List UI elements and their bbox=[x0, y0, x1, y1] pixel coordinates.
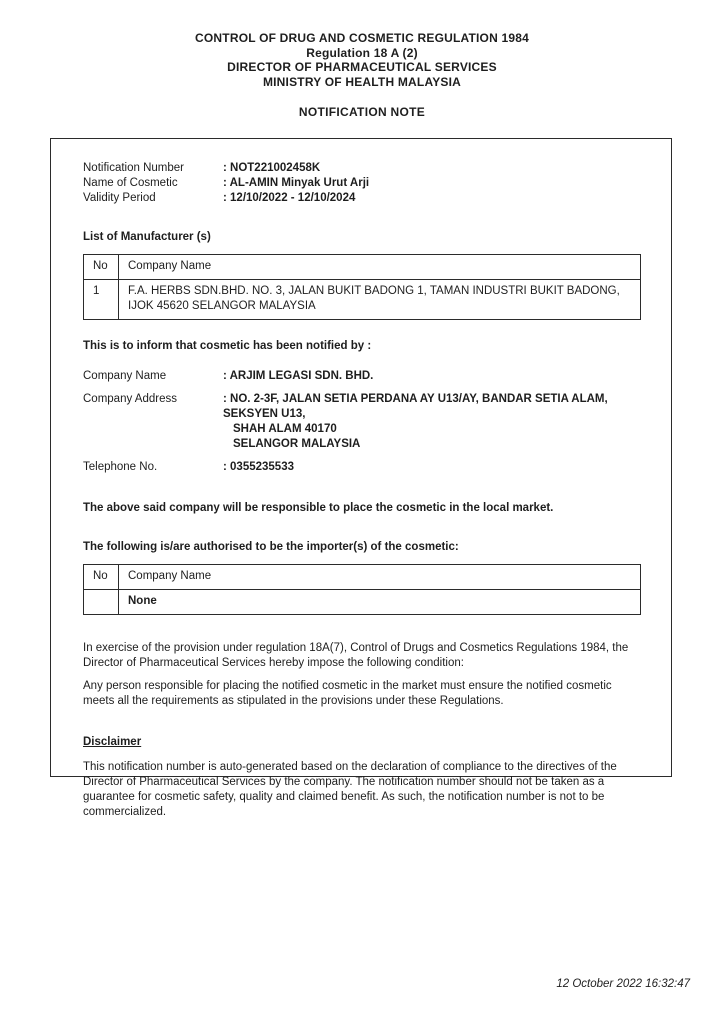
generation-timestamp: 12 October 2022 16:32:47 bbox=[556, 978, 690, 990]
notified-by-heading: This is to inform that cosmetic has been notified by : bbox=[83, 340, 372, 352]
header-line-ministry: MINISTRY OF HEALTH MALAYSIA bbox=[262, 74, 462, 89]
header-line-regulation-number: Regulation 18 A (2) bbox=[306, 45, 418, 60]
company-address-value bbox=[223, 392, 608, 452]
telephone-value: : 0355235533 bbox=[223, 461, 294, 473]
manufacturers-col-company: Company Name bbox=[119, 255, 641, 280]
validity-period-label: Validity Period bbox=[83, 192, 156, 204]
colon: : bbox=[223, 192, 231, 204]
importer-row-company: None bbox=[119, 590, 641, 615]
field-notification-number bbox=[83, 161, 641, 176]
field-telephone bbox=[83, 460, 641, 475]
disclaimer-text: This notification number is auto-generated based on the declaration of compliance to the directives of the Director of Pharmaceutical Services by the company. The notification number should not be taken as a guarantee for cosmetic safety, quality and claimed benefit. As such, the notification number is not to be commercialized. bbox=[83, 761, 617, 818]
company-address-label: Company Address bbox=[83, 393, 177, 405]
manufacturers-table-header-row bbox=[84, 255, 641, 280]
manufacturers-table bbox=[83, 254, 641, 320]
table-row bbox=[84, 280, 641, 320]
colon: : bbox=[223, 162, 231, 174]
notification-number-label: Notification Number bbox=[83, 162, 184, 174]
header-line-regulation: CONTROL OF DRUG AND COSMETIC REGULATION 1984 bbox=[195, 31, 529, 45]
validity-period-value: : 12/10/2022 - 12/10/2024 bbox=[223, 192, 356, 204]
manufacturer-row-company: F.A. HERBS SDN.BHD. NO. 3, JALAN BUKIT BADONG 1, TAMAN INDUSTRI BUKIT BADONG, IJOK 45620 SELANGOR MALAYSIA bbox=[119, 280, 641, 320]
table-row bbox=[84, 590, 641, 615]
colon: : bbox=[223, 461, 231, 473]
condition-paragraph-1: In exercise of the provision under regulation 18A(7), Control of Drugs and Cosmetics Regulations 1984, the Director of Pharmaceutical Services hereby impose the following condition: bbox=[83, 642, 629, 669]
manufacturers-heading: List of Manufacturer (s) bbox=[83, 231, 211, 243]
importers-table bbox=[83, 564, 641, 615]
main-content-box bbox=[50, 138, 672, 818]
colon: : bbox=[223, 393, 231, 405]
field-company-address bbox=[83, 392, 641, 452]
cosmetic-name-label: Name of Cosmetic bbox=[83, 177, 178, 189]
importer-row-no bbox=[84, 590, 119, 615]
page-title: NOTIFICATION NOTE bbox=[298, 105, 426, 119]
address-line: : NO. 2-3F, JALAN SETIA PERDANA AY U13/AY, BANDAR SETIA ALAM, bbox=[223, 393, 608, 405]
field-company-name bbox=[83, 369, 641, 384]
importers-table-header-row bbox=[84, 565, 641, 590]
importer-intro-statement: The following is/are authorised to be the importer(s) of the cosmetic: bbox=[83, 541, 459, 553]
document-header bbox=[0, 0, 724, 89]
address-line: SEKSYEN U13, bbox=[223, 408, 306, 420]
importers-col-company: Company Name bbox=[119, 565, 641, 590]
telephone-label: Telephone No. bbox=[83, 461, 158, 473]
manufacturers-col-no: No bbox=[84, 255, 119, 280]
responsibility-statement: The above said company will be responsible to place the cosmetic in the local market. bbox=[83, 502, 554, 514]
company-name-label: Company Name bbox=[83, 370, 167, 382]
colon: : bbox=[223, 370, 230, 382]
field-validity-period bbox=[83, 191, 641, 206]
disclaimer-heading: Disclaimer bbox=[83, 736, 142, 748]
company-name-value: : ARJIM LEGASI SDN. BHD. bbox=[223, 370, 374, 382]
colon: : bbox=[223, 177, 230, 189]
notification-number-value: : NOT221002458K bbox=[223, 162, 321, 174]
header-line-director: DIRECTOR OF PHARMACEUTICAL SERVICES bbox=[227, 60, 497, 74]
address-line: SHAH ALAM 40170 bbox=[233, 423, 337, 435]
condition-paragraph-2: Any person responsible for placing the notified cosmetic in the market must ensure the notified cosmetic meets all the requirements as stipulated in the provisions under these Regulations. bbox=[83, 680, 612, 707]
address-line: SELANGOR MALAYSIA bbox=[233, 438, 361, 450]
manufacturer-row-no: 1 bbox=[84, 280, 119, 320]
field-cosmetic-name bbox=[83, 176, 641, 191]
cosmetic-name-value: : AL-AMIN Minyak Urut Arji bbox=[223, 177, 370, 189]
importers-col-no: No bbox=[84, 565, 119, 590]
